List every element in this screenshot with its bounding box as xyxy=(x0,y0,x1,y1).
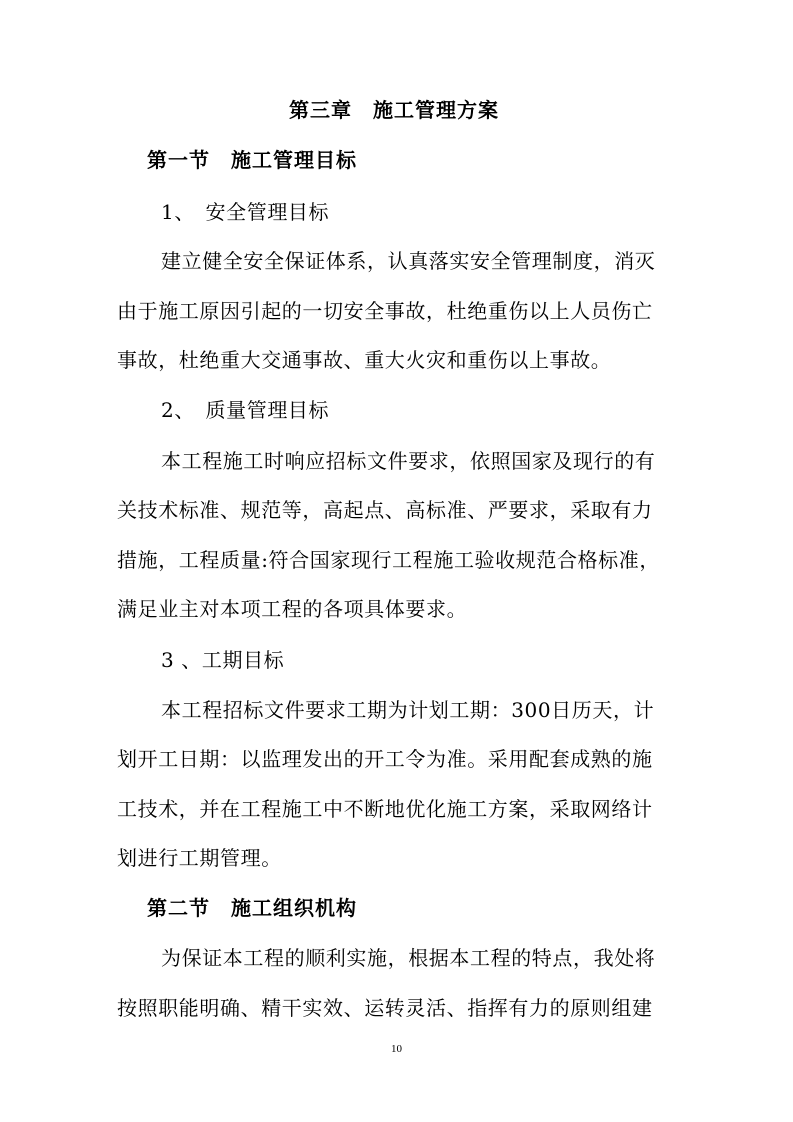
chapter-title: 第三章 施工管理方案 xyxy=(289,98,499,122)
paragraph-line: 工技术，并在工程施工中不断地优化施工方案，采取网络计 xyxy=(117,797,653,821)
item-label-schedule: 3 、工期目标 xyxy=(161,648,285,672)
paragraph-line: 划进行工期管理。 xyxy=(117,846,282,870)
paragraph-line: 关技术标准、规范等，高起点、高标准、严要求，采取有力 xyxy=(117,498,653,522)
paragraph-line: 按照职能明确、精干实效、运转灵活、指挥有力的原则组建 xyxy=(117,996,653,1020)
paragraph-line: 事故，杜绝重大交通事故、重大火灾和重伤以上事故。 xyxy=(117,348,612,372)
paragraph-line: 由于施工原因引起的一切安全事故，杜绝重伤以上人员伤亡 xyxy=(117,299,653,323)
page-number: 10 xyxy=(391,1043,402,1055)
item-label-safety: 1、 安全管理目标 xyxy=(161,200,330,224)
paragraph-line: 为保证本工程的顺利实施，根据本工程的特点，我处将 xyxy=(161,946,656,970)
paragraph-line: 措施，工程质量:符合国家现行工程施工验收规范合格标准， xyxy=(117,548,660,572)
paragraph-line: 本工程施工时响应招标文件要求，依照国家及现行的有 xyxy=(161,449,656,473)
paragraph-line: 建立健全安全保证体系，认真落实安全管理制度，消灭 xyxy=(161,249,656,273)
section-heading-1: 第一节 施工管理目标 xyxy=(147,148,357,172)
paragraph-line: 满足业主对本项工程的各项具体要求。 xyxy=(117,597,468,621)
paragraph-line: 划开工日期：以监理发出的开工令为准。采用配套成熟的施 xyxy=(117,747,653,771)
section-heading-2: 第二节 施工组织机构 xyxy=(147,896,357,920)
item-label-quality: 2、 质量管理目标 xyxy=(161,398,330,422)
paragraph-line: 本工程招标文件要求工期为计划工期：300日历天，计 xyxy=(161,698,655,722)
